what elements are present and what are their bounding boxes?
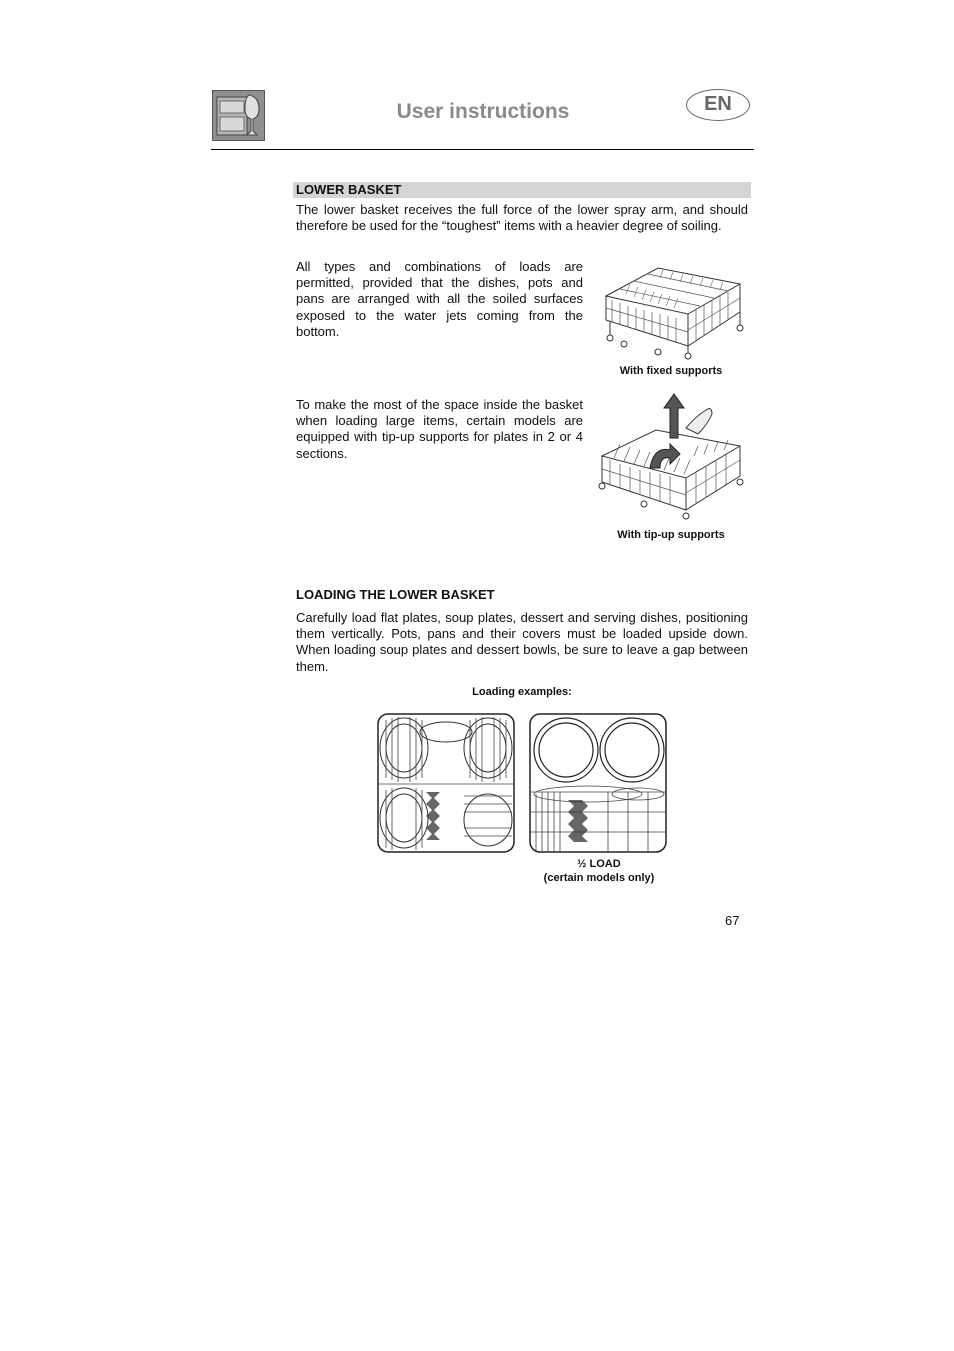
loading-paragraph: Carefully load flat plates, soup plates, dessert and serving dishes, positioning them vertically. Pots, pans and their covers must be loaded upside down. When loading soup plates and dessert bowls, be sure to leave a gap between them.	[296, 610, 748, 674]
basket-fixed-supports-illustration	[600, 256, 744, 358]
page-number: 67	[725, 913, 740, 928]
loading-examples-label: Loading examples:	[472, 686, 572, 698]
half-load-caption-line1: ½ LOAD	[577, 858, 621, 870]
half-load-caption-line2: (certain models only)	[543, 872, 655, 884]
half-load-illustration	[528, 712, 668, 854]
loading-section-title: LOADING THE LOWER BASKET	[296, 587, 495, 602]
header-divider	[211, 149, 754, 150]
full-load-illustration	[376, 712, 516, 854]
fixed-supports-caption: With fixed supports	[619, 365, 723, 377]
language-badge: EN	[686, 89, 750, 121]
intro-paragraph: The lower basket receives the full force of the lower spray arm, and should therefore be used for the “toughest” items with a heavier degree of soiling.	[296, 202, 748, 234]
basket-tip-up-supports-illustration	[598, 394, 744, 520]
tip-up-supports-caption: With tip-up supports	[617, 529, 725, 541]
half-load-caption	[520, 857, 678, 885]
section-title: LOWER BASKET	[296, 182, 402, 197]
tip-up-supports-paragraph: To make the most of the space inside the basket when loading large items, certain models are equipped with tip-up supports for plates in 2 or 4 sections.	[296, 397, 583, 461]
fixed-supports-paragraph: All types and combinations of loads are permitted, provided that the dishes, pots and pans are arranged with all the soiled surfaces exposed to the water jets coming from the bottom.	[296, 259, 583, 339]
page-title: User instructions	[396, 100, 570, 123]
